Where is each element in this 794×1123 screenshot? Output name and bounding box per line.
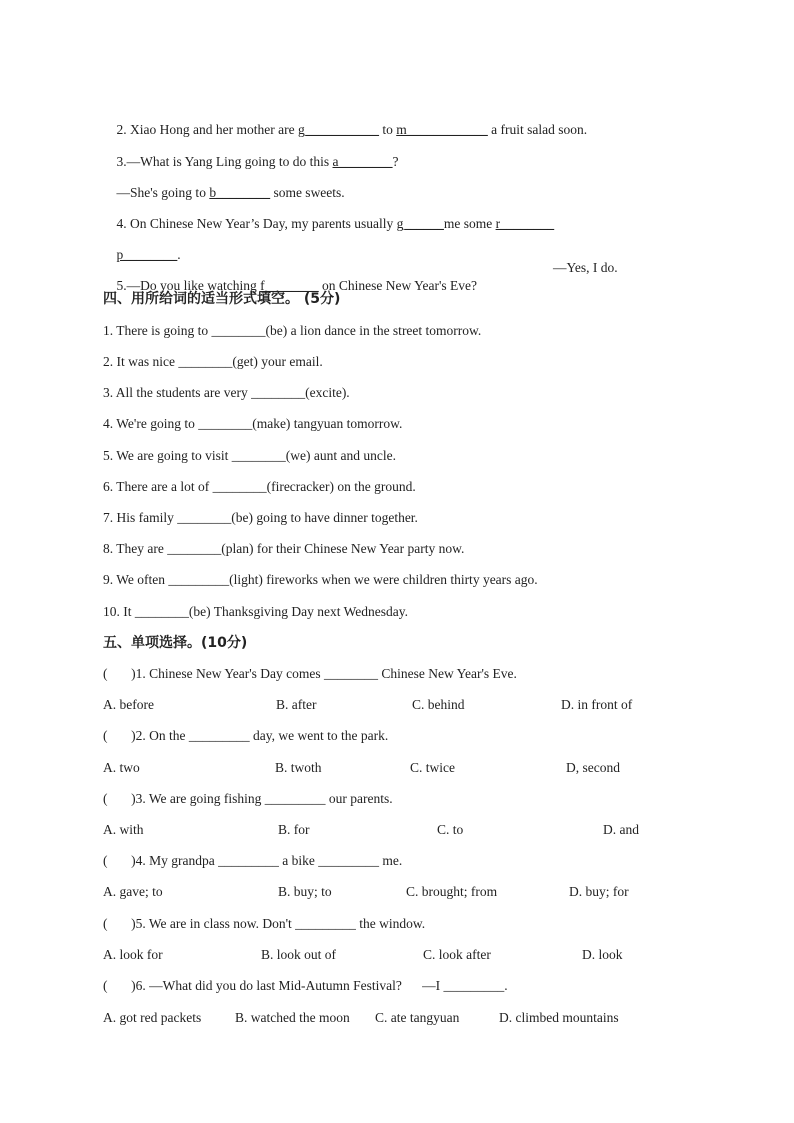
q4-blank-p: p________ xyxy=(116,247,178,262)
mc-q3-option-c: C. to xyxy=(437,822,464,837)
q2-text-a: 2. Xiao Hong and her mother are xyxy=(116,122,298,137)
q4-blank-r: r________ xyxy=(495,216,555,231)
q3-answer-blank-b: b________ xyxy=(209,185,271,200)
section4-item-1: 1. There is going to ________(be) a lion dance in the street tomorrow. xyxy=(103,323,482,338)
section4-item-9: 9. We often _________(light) fireworks when we were children thirty years ago. xyxy=(103,572,538,587)
mc-q6-option-b: B. watched the moon xyxy=(235,1010,350,1025)
mc-q5-option-b: B. look out of xyxy=(261,947,337,962)
q2-blank-g: g___________ xyxy=(297,122,379,137)
section4-item-4: 4. We're going to ________(make) tangyuan tomorrow. xyxy=(103,416,403,431)
section4-item-10: 10. It ________(be) Thanksgiving Day next Wednesday. xyxy=(103,604,408,619)
mc-q5-option-a: A. look for xyxy=(103,947,163,962)
q5-blank-f: f________ xyxy=(260,278,319,293)
q3-text-c: ? xyxy=(392,154,399,169)
q4-text-c: me some xyxy=(443,216,496,231)
q3-answer-text-a: —She's going to xyxy=(116,185,210,200)
mc-q2-option-a: A. two xyxy=(103,760,140,775)
section5-heading: 五、单项选择。(10分) xyxy=(103,635,248,651)
mc-question-2: ( )2. On the _________ day, we went to the park. xyxy=(103,728,389,743)
q4-text-a: 4. On Chinese New Year’s Day, my parents usually xyxy=(116,216,397,231)
q4-text-period: . xyxy=(177,247,181,262)
mc-q4-option-c: C. brought; from xyxy=(406,884,498,899)
q5-text-a: 5.—Do you like watching xyxy=(116,278,261,293)
mc-q2-option-c: C. twice xyxy=(410,760,455,775)
section4-heading: 四、用所给词的适当形式填空。 (5分) xyxy=(103,291,341,307)
section4-item-8: 8. They are ________(plan) for their Chinese New Year party now. xyxy=(103,541,465,556)
mc-question-6: ( )6. —What did you do last Mid-Autumn Festival? —I _________. xyxy=(103,978,508,993)
q3-blank-a: a________ xyxy=(332,154,393,169)
q2-blank-m: m____________ xyxy=(396,122,488,137)
mc-question-3: ( )3. We are going fishing _________ our parents. xyxy=(103,791,393,806)
fill-letter-q5-answer: —Yes, I do. xyxy=(553,260,618,275)
section4-item-5: 5. We are going to visit ________(we) aunt and uncle. xyxy=(103,448,396,463)
mc-q4-option-b: B. buy; to xyxy=(278,884,332,899)
section4-item-3: 3. All the students are very ________(excite). xyxy=(103,385,350,400)
mc-q4-option-d: D. buy; for xyxy=(569,884,629,899)
mc-q2-option-b: B. twoth xyxy=(275,760,322,775)
q3-answer-text-c: some sweets. xyxy=(270,185,345,200)
mc-q6-option-d: D. climbed mountains xyxy=(499,1010,619,1025)
mc-q6-option-a: A. got red packets xyxy=(103,1010,202,1025)
q3-text-a: 3.—What is Yang Ling going to do this xyxy=(116,154,333,169)
mc-q1-option-b: B. after xyxy=(276,697,317,712)
q5-text-c: on Chinese New Year's Eve? xyxy=(318,278,478,293)
section4-item-2: 2. It was nice ________(get) your email. xyxy=(103,354,323,369)
q2-text-e: a fruit salad soon. xyxy=(487,122,588,137)
mc-q5-option-d: D. look xyxy=(582,947,623,962)
mc-question-5: ( )5. We are in class now. Don't _________ the window. xyxy=(103,916,426,931)
mc-q3-option-d: D. and xyxy=(603,822,639,837)
mc-question-1: ( )1. Chinese New Year's Day comes ________ Chinese New Year's Eve. xyxy=(103,666,517,681)
mc-question-4: ( )4. My grandpa _________ a bike _________ me. xyxy=(103,853,403,868)
mc-q5-option-c: C. look after xyxy=(423,947,491,962)
section4-item-6: 6. There are a lot of ________(firecracker) on the ground. xyxy=(103,479,416,494)
mc-q1-option-c: C. behind xyxy=(412,697,465,712)
mc-q1-option-a: A. before xyxy=(103,697,154,712)
section4-item-7: 7. His family ________(be) going to have dinner together. xyxy=(103,510,418,525)
mc-q3-option-a: A. with xyxy=(103,822,144,837)
mc-q6-option-c: C. ate tangyuan xyxy=(375,1010,460,1025)
mc-q1-option-d: D. in front of xyxy=(561,697,633,712)
mc-q2-option-d: D, second xyxy=(566,760,620,775)
q4-blank-g: g______ xyxy=(396,216,444,231)
q2-text-c: to xyxy=(378,122,397,137)
mc-q4-option-a: A. gave; to xyxy=(103,884,163,899)
mc-q3-option-b: B. for xyxy=(278,822,310,837)
